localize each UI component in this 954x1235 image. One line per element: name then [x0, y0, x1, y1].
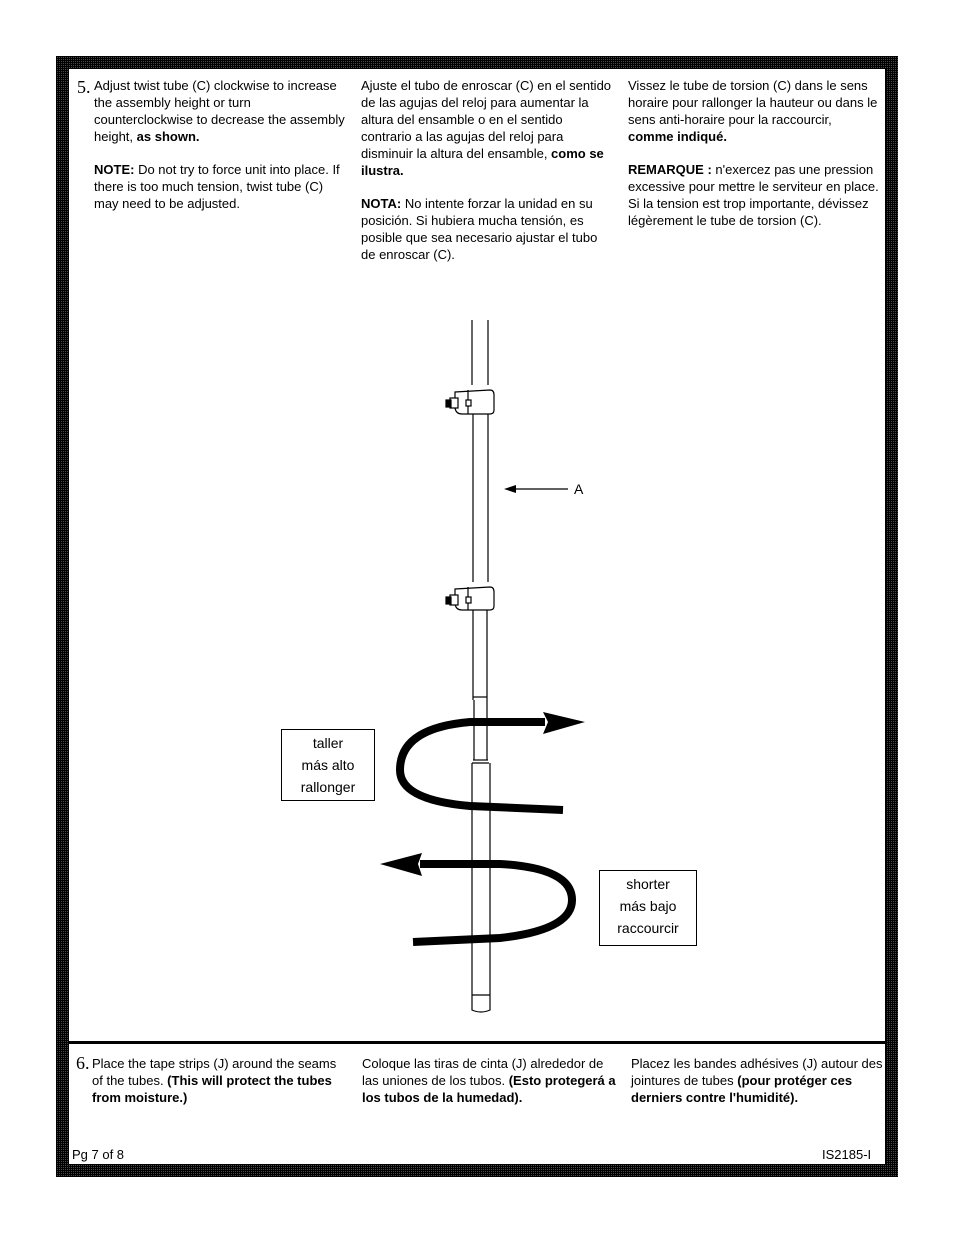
callout-arrow-a	[504, 485, 568, 493]
label-shorter	[599, 870, 697, 946]
step-6-spanish	[362, 1055, 617, 1106]
step-6-en-emphasis: (This will protect the tubes from moisture.)	[92, 1073, 332, 1105]
step-6-english	[92, 1055, 344, 1106]
document-id: IS2185-I	[822, 1147, 872, 1162]
step-6-number: 6.	[76, 1053, 90, 1073]
label-a: A	[574, 481, 584, 497]
tube-clamp-lower	[446, 587, 494, 610]
pole-tube-a	[472, 320, 488, 700]
step-5-fr-emphasis: comme indiqué.	[628, 129, 727, 144]
step-6-en-text: Place the tape strips (J) around the seams of the tubes.	[92, 1056, 337, 1088]
label-taller-fr: rallonger	[300, 779, 356, 795]
label-taller-es: más alto	[301, 757, 355, 773]
shorter-rotation-arrow	[380, 853, 572, 942]
step-5-es-emphasis: como se ilustra.	[361, 146, 604, 178]
step-6-fr-emphasis: (pour protéger ces derniers contre l'humidité).	[631, 1073, 853, 1105]
label-taller-en: taller	[312, 735, 344, 751]
step-6-es-emphasis: (Esto protegerá a los tubos de la humedad).	[362, 1073, 616, 1105]
step-5-number: 5.	[77, 77, 91, 97]
step-5-en-note-text: Do not try to force unit into place. If there is too much tension, twist tube (C) may need to be adjusted.	[94, 162, 340, 211]
step-5-fr-note-text: n'exercez pas une pression excessive pour mettre le serviteur en place. Si la tension est trop importante, dévissez légèrement le tube de torsion (C).	[628, 162, 879, 228]
step-6-es-text: Coloque las tiras de cinta (J) alrededor de las uniones de los tubos.	[362, 1056, 604, 1088]
tube-clamp-upper	[446, 390, 494, 414]
step-5-fr-note-label: REMARQUE :	[628, 162, 712, 177]
step-5-es-text: Ajuste el tubo de enroscar (C) en el sentido de las agujas del reloj para aumentar la altura del ensamble o en el sentido contrario a las agujas del reloj para disminuir la altura del ensamble,	[361, 78, 612, 161]
pole-twist-tube-c	[472, 697, 490, 1012]
step-6-fr-text: Placez les bandes adhésives (J) autour des jointures de tubes	[631, 1056, 883, 1088]
label-shorter-es: más bajo	[619, 898, 677, 914]
step-5-es-note-text: No intente forzar la unidad en su posición. Si hubiera mucha tensión, es posible que sea necesario ajustar el tubo de enroscar (C).	[361, 196, 598, 262]
label-shorter-en: shorter	[626, 876, 670, 892]
taller-rotation-arrow	[400, 712, 585, 810]
step-5-en-text: Adjust twist tube (C) clockwise to increase the assembly height or turn counterclockwise to decrease the assembly height,	[94, 78, 345, 144]
label-taller	[281, 729, 375, 801]
step-5-en-note-label: NOTE:	[94, 162, 135, 177]
step-6-french	[631, 1055, 883, 1106]
step-5-en-emphasis: as shown.	[136, 129, 200, 144]
section-divider	[69, 1041, 886, 1044]
label-shorter-fr: raccourcir	[617, 920, 679, 936]
step-5-es-note-label: NOTA:	[361, 196, 402, 211]
page-number: Pg 7 of 8	[72, 1147, 125, 1162]
step-5-fr-text: Vissez le tube de torsion (C) dans le sens horaire pour rallonger la hauteur ou dans le sens anti-horaire pour la raccourcir,	[628, 78, 878, 127]
